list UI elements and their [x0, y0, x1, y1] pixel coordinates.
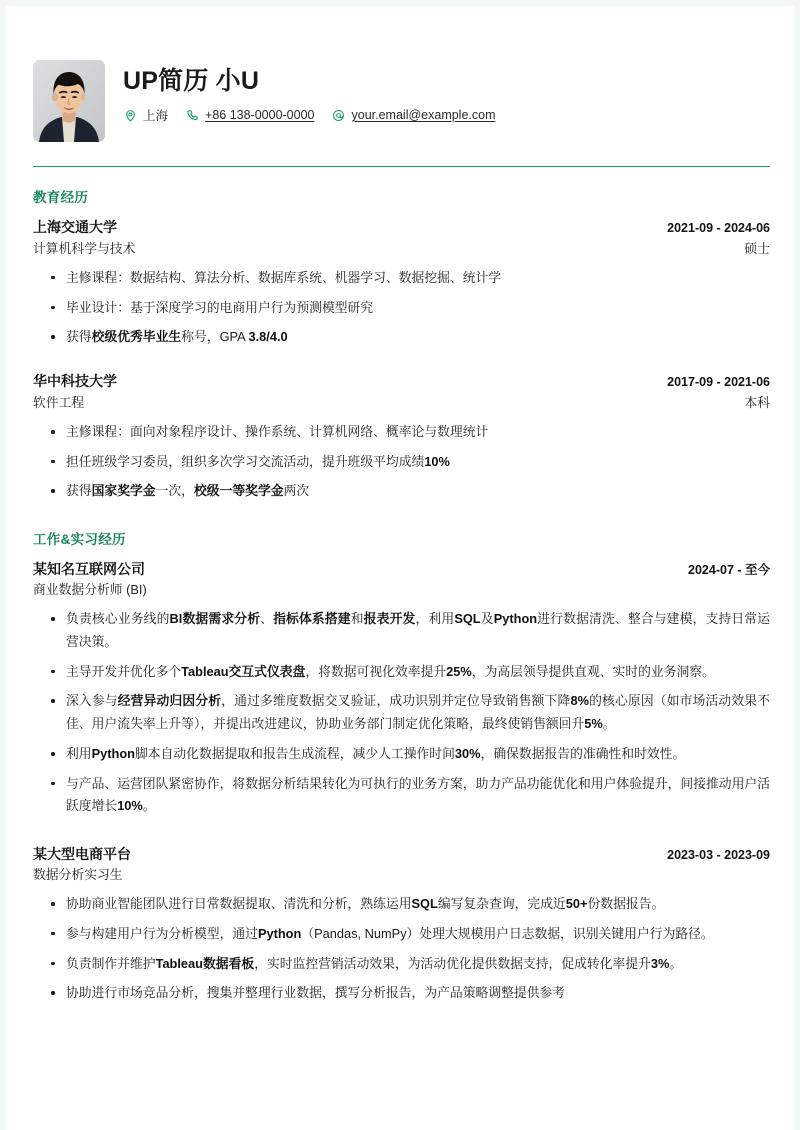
list-item: 与产品、运营团队紧密协作，将数据分析结果转化为可执行的业务方案，助力产品功能优化和用户体验提升，间接推动用户活跃度增长10%。	[33, 773, 770, 819]
degree-label: 硕士	[744, 241, 770, 256]
list-item: 主修课程：数据结构、算法分析、数据库系统、机器学习、数据挖掘、统计学	[33, 267, 770, 290]
experience-entry	[33, 844, 770, 1005]
organization-name: 华中科技大学	[33, 373, 117, 390]
page-title: UP简历 小U	[123, 67, 260, 95]
entry-role-row	[33, 238, 770, 259]
resume-header	[33, 6, 770, 142]
location-pin-icon	[123, 108, 137, 122]
list-item: 深入参与经营异动归因分析，通过多维度数据交叉验证，成功识别并定位导致销售额下降8%的核心原因（如市场活动效果不佳、用户流失率上升等），并提出改进建议，协助业务部门制定优化策略，最终使销售额回升5%。	[33, 690, 770, 736]
entry-title-row	[33, 559, 770, 580]
entry-date-range: 2024-07 - 至今	[688, 563, 770, 578]
entry-role-row	[33, 865, 770, 885]
resume-sections	[33, 166, 770, 1005]
contact-email[interactable]	[332, 108, 496, 122]
bullet-list	[33, 608, 770, 818]
email-at-icon	[332, 108, 346, 122]
bullet-list	[33, 421, 770, 503]
list-item: 负责核心业务线的BI数据需求分析、指标体系搭建和报表开发，利用SQL及Python进行数据清洗、整合与建模，支持日常运营决策。	[33, 608, 770, 654]
header-text	[123, 60, 770, 124]
phone-link[interactable]: +86 138-0000-0000	[205, 108, 315, 122]
section-title-education: 教育经历	[33, 190, 89, 205]
bullet-list	[33, 893, 770, 1005]
email-link[interactable]: your.email@example.com	[351, 108, 496, 122]
phone-icon	[185, 108, 199, 122]
experience-entry	[33, 559, 770, 818]
organization-name: 上海交通大学	[33, 219, 117, 235]
section-title-work: 工作&实习经历	[33, 532, 126, 548]
organization-name: 某大型电商平台	[33, 846, 131, 863]
contact-location	[123, 106, 168, 124]
entry-role-row	[33, 392, 770, 413]
entry-date-range: 2017-09 - 2021-06	[667, 375, 770, 390]
resume-page	[6, 6, 794, 1130]
list-item: 获得校级优秀毕业生称号，GPA 3.8/4.0	[33, 326, 770, 349]
section-divider	[33, 166, 770, 167]
list-item: 毕业设计：基于深度学习的电商用户行为预测模型研究	[33, 297, 770, 320]
list-item: 参与构建用户行为分析模型，通过Python（Pandas, NumPy）处理大规模用户日志数据，识别关键用户行为路径。	[33, 923, 770, 946]
contact-list	[123, 106, 770, 124]
avatar	[33, 60, 105, 142]
contact-phone[interactable]	[185, 108, 314, 122]
list-item: 获得国家奖学金一次，校级一等奖学金两次	[33, 480, 770, 503]
entry-date-range: 2023-03 - 2023-09	[667, 848, 770, 863]
entry-title-row	[33, 844, 770, 865]
degree-label: 本科	[744, 395, 770, 411]
entry-role-row	[33, 580, 770, 600]
role-or-major: 计算机科学与技术	[33, 241, 136, 256]
entry-title-row	[33, 217, 770, 238]
bullet-list	[33, 267, 770, 349]
list-item: 主修课程：面向对象程序设计、操作系统、计算机网络、概率论与数理统计	[33, 421, 770, 444]
resume-content	[33, 6, 770, 1005]
role-or-major: 数据分析实习生	[33, 867, 123, 883]
list-item: 协助商业智能团队进行日常数据提取、清洗和分析，熟练运用SQL编写复杂查询，完成近50+份数据报告。	[33, 893, 770, 916]
list-item: 担任班级学习委员，组织多次学习交流活动，提升班级平均成绩10%	[33, 451, 770, 474]
organization-name: 某知名互联网公司	[33, 561, 145, 578]
list-item: 协助进行市场竞品分析，搜集并整理行业数据，撰写分析报告，为产品策略调整提供参考	[33, 982, 770, 1005]
list-item: 负责制作并维护Tableau数据看板，实时监控营销活动效果，为活动优化提供数据支持，促成转化率提升3%。	[33, 953, 770, 976]
entry-date-range: 2021-09 - 2024-06	[667, 221, 770, 235]
role-or-major: 商业数据分析师 (BI)	[33, 582, 147, 598]
experience-entry	[33, 371, 770, 503]
entry-title-row	[33, 371, 770, 392]
location-text: 上海	[143, 109, 169, 123]
role-or-major: 软件工程	[33, 395, 85, 411]
experience-entry	[33, 217, 770, 349]
list-item: 主导开发并优化多个Tableau交互式仪表盘，将数据可视化效率提升25%，为高层领导提供直观、实时的业务洞察。	[33, 661, 770, 684]
list-item: 利用Python脚本自动化数据提取和报告生成流程，减少人工操作时间30%，确保数据报告的准确性和时效性。	[33, 743, 770, 766]
